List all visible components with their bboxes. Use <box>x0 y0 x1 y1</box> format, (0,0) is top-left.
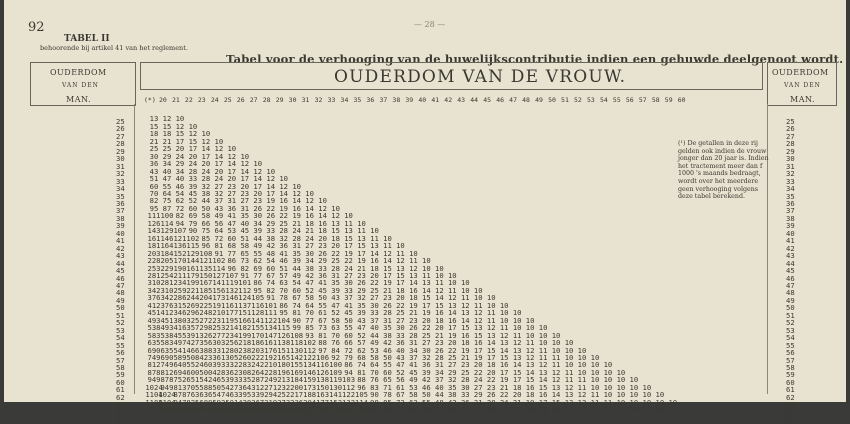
table-column: 10 10 10 10 10 11 11 <box>603 360 613 415</box>
wife-age-header: 44 <box>470 96 479 104</box>
wife-age-header: 43 <box>457 96 466 104</box>
center-mark: — 28 — <box>414 20 446 29</box>
table-column: 10 10 11 11 12 13 14 15 17 18 20 22 23 26 28 30 <box>486 293 496 415</box>
wife-age-header: 30 <box>288 96 297 104</box>
wife-age-header: 57 <box>638 96 647 104</box>
wife-age-header: 42 <box>444 96 453 104</box>
table-column: 12 15 18 21 25 29 34 40 47 55 64 75 87 100 114 129 146 164 184 205 229 254 281 310 342 376 412 451 493 538 583 635 690 749 812 878 949 1024 1104 1188 <box>158 114 176 415</box>
table-column: 10 10 11 12 12 13 15 16 17 19 20 22 24 27 29 31 34 <box>473 285 483 415</box>
wife-age-header: 21 <box>171 96 180 104</box>
wife-age-header: 32 <box>314 96 323 104</box>
left-rule <box>134 104 135 394</box>
table-column: 10 10 11 13 14 15 17 19 20 22 25 27 30 32 36 39 42 46 50 55 59 <box>422 256 431 415</box>
table-column: 10 12 14 17 20 24 28 32 38 44 50 58 66 75 85 96 108 121 135 150 167 185 204 225 248 272 298 326 356 388 423 460 500 542 588 636 688 743 <box>199 129 213 415</box>
footnote: (¹) De getallen in deze rij gelden ook indien de vrouw jonger dan 20 jaar is. Indien het tractement meer dan f 1000 's maands bedraagt, wordt over het meerdere geen verhooging volgens deze tabel berekend. <box>678 140 769 201</box>
wife-age-header: 23 <box>197 96 206 104</box>
table-column: 10 <box>681 405 691 415</box>
wife-age-header: 25 <box>223 96 232 104</box>
table-column: 10 10 10 10 10 11 11 12 <box>590 352 600 415</box>
page-number: 92 <box>28 20 45 35</box>
table-column: 10 12 14 16 19 21 24 28 31 35 39 44 49 54 60 67 74 81 90 99 108 118 130 142 155 169 184 200 217 236 256 <box>290 181 304 415</box>
wife-age-header: 29 <box>275 96 284 104</box>
wife-age-header: 27 <box>249 96 258 104</box>
table-column: 10 10 10 11 12 13 13 14 15 17 18 20 21 23 <box>512 308 522 415</box>
wife-age-header: 22 <box>184 96 193 104</box>
left-header-top: OUDERDOM <box>50 68 107 77</box>
wife-age-header: 59 <box>664 96 673 104</box>
right-header-bottom: MAN. <box>790 95 815 104</box>
table-column: 10 10 11 12 14 15 16 18 20 21 23 26 28 31 34 37 40 44 48 52 <box>435 263 444 415</box>
left-header-mid: VAN DEN <box>62 82 99 89</box>
wife-age-header: 48 <box>522 96 530 104</box>
man-ages-left: 25 26 27 28 29 30 31 32 33 34 35 36 37 38 39 40 41 42 43 44 45 46 47 48 49 50 51 52 53 54 55 56 57 58 59 60 61 62 63 64 65 <box>116 117 125 424</box>
table-column: 10 11 13 14 16 18 20 22 25 27 30 33 37 40 44 49 53 58 64 70 76 83 90 98 107 <box>367 226 381 415</box>
wife-age-header: 51 <box>561 96 569 104</box>
table-column: 10 10 11 12 13 14 15 16 18 19 21 23 25 28 30 33 36 39 <box>460 278 470 415</box>
wife-age-header: 38 <box>392 96 401 104</box>
wife-age-header: (*) <box>144 96 156 104</box>
wife-age-header: 39 <box>405 96 414 104</box>
wife-age-header: 37 <box>379 96 388 104</box>
table-column: 10 11 12 14 15 17 19 21 23 26 28 31 35 38 42 46 50 55 60 65 71 78 85 92 <box>383 233 392 415</box>
table-column: 10 12 14 17 20 23 27 31 35 40 45 51 58 65 73 82 91 101 112 124 137 151 166 182 199 218 238 260 283 308 335 364 395 428 463 <box>238 151 252 415</box>
left-header-bottom: MAN. <box>66 95 91 104</box>
table-column: 10 11 13 15 17 19 21 23 26 29 32 35 39 43 47 52 57 62 68 74 81 88 96 105 114 124 <box>355 218 368 415</box>
wife-age-header: 52 <box>574 96 582 104</box>
table-label: TABEL II <box>64 34 110 44</box>
table-column: 10 10 <box>668 397 678 415</box>
table-column: 10 10 10 11 12 12 13 14 15 16 18 19 20 <box>525 315 535 415</box>
wife-age-header: 20 <box>158 96 167 104</box>
table-column: 10 12 14 16 18 21 24 27 30 34 38 42 47 52 58 64 70 77 85 93 102 112 122 134 146 159 173 188 204 221 <box>303 188 317 415</box>
man-ages-right: 25 26 27 28 29 30 31 32 33 34 35 36 37 38 39 40 41 42 43 44 45 46 47 48 49 50 51 52 53 54 55 56 57 58 59 60 61 62 63 64 65 <box>786 117 795 424</box>
wife-age-header: 35 <box>353 96 362 104</box>
page-title: Tabel voor de verhooging van de huwelijkscontributie indien een gehuwde deelgenoot wordt. <box>226 52 844 66</box>
table-column: 10 12 14 16 18 20 23 26 29 33 36 41 45 50 55 61 67 73 81 88 97 106 116 126 138 150 163 177 192 <box>316 196 330 415</box>
wife-age-header: 26 <box>236 96 245 104</box>
scanned-page <box>4 0 846 424</box>
table-column: 10 12 14 17 20 23 26 30 34 39 44 49 55 62 69 77 86 95 105 116 128 141 155 170 186 203 222 242 264 287 312 339 367 398 <box>251 159 265 415</box>
wife-age-header: 49 <box>535 96 543 104</box>
wife-age-header: 40 <box>418 96 427 104</box>
wife-age-header: 33 <box>327 96 336 104</box>
wife-age-header: 31 <box>301 96 310 104</box>
table-column: 10 10 10 10 <box>642 382 652 415</box>
table-column: 10 10 10 10 11 11 12 12 13 <box>577 345 587 415</box>
table-column: 10 10 11 12 13 14 16 17 19 20 22 25 27 29 32 35 38 42 45 <box>447 270 457 415</box>
wife-age-header: 50 <box>548 96 556 104</box>
wife-age-header: 55 <box>612 96 621 104</box>
wife-age-header: 47 <box>509 96 517 104</box>
table-column: 10 12 13 15 18 20 22 25 28 31 35 39 43 47 52 58 63 70 76 84 92 100 109 119 130 141 153 166 <box>329 203 343 415</box>
table-column: 10 10 10 11 12 13 14 15 16 17 19 21 22 24 26 <box>499 300 509 415</box>
wife-age-header: 58 <box>651 96 660 104</box>
table-subtitle: behoorende bij artikel 41 van het reglement. <box>40 44 188 52</box>
main-header-title: OUDERDOM VAN DE VROUW. <box>334 67 627 87</box>
wife-age-header: 54 <box>599 96 608 104</box>
table-column: 10 12 14 16 19 22 25 28 32 36 41 46 51 57 63 70 78 86 95 104 115 126 138 151 165 180 196 213 232 252 273 296 <box>277 174 291 415</box>
right-header-top: OUDERDOM <box>772 68 829 77</box>
table-column: 10 10 10 10 11 11 12 13 13 14 <box>564 338 574 415</box>
table-column: 10 11 12 13 14 16 18 19 21 23 26 28 31 34 37 41 45 49 53 58 63 68 <box>409 248 418 415</box>
wife-age-header: 56 <box>625 96 634 104</box>
table-column: 10 10 10 10 10 <box>629 375 639 415</box>
wife-age-header: 28 <box>262 96 271 104</box>
wife-age-header: 34 <box>340 96 349 104</box>
table-column: 10 12 14 17 20 24 27 32 37 43 49 56 64 72 81 91 102 114 127 141 156 173 191 210 231 253 277 303 331 361 393 428 465 505 547 592 640 <box>212 136 226 415</box>
table-column: 10 12 15 17 20 24 28 33 39 45 52 60 69 79 90 102 115 129 144 161 179 199 221 244 269 296 325 357 391 427 466 508 552 600 651 705 763 825 890 <box>186 121 200 415</box>
table-column: 10 12 14 17 19 22 26 29 33 38 42 48 54 60 67 74 82 91 101 111 122 134 147 161 176 192 210 228 249 271 294 319 346 <box>264 166 278 415</box>
wife-age-header: 60 <box>677 96 686 104</box>
table-column: 10 12 14 17 20 23 27 31 36 41 47 53 60 68 77 86 96 107 119 132 146 161 177 195 214 234 256 280 305 332 362 393 427 463 501 542 <box>225 144 239 415</box>
table-column: 10 10 10 11 11 12 12 13 14 15 16 <box>551 330 561 415</box>
table-column: 10 11 13 15 17 19 22 24 27 30 33 37 41 45 50 55 60 66 72 79 86 94 103 112 122 132 143 <box>342 211 356 415</box>
table-column: 10 10 10 11 11 12 13 14 15 16 17 18 <box>538 323 548 415</box>
right-header-mid: VAN DEN <box>784 82 821 89</box>
table-column: 10 12 15 17 20 24 29 34 40 46 54 62 72 82 94 107 121 136 152 170 190 211 234 259 286 315 346 380 416 455 497 541 589 640 694 752 813 878 947 1020 <box>171 114 189 415</box>
wife-age-header: 45 <box>483 96 492 104</box>
wife-age-header: 41 <box>431 96 440 104</box>
wife-age-header: 24 <box>210 96 219 104</box>
table-column: 13 15 18 21 25 30 36 43 51 60 70 82 95 111 126 143 161 181 203 228 253 281 310 342 376 412 451 493 538 583 635 690 749 812 878 949 1024 1104 1188 1275 <box>145 114 163 415</box>
table-column: 10 10 10 <box>655 390 665 415</box>
wife-age-header: 53 <box>586 96 595 104</box>
table-column: 10 10 10 10 10 10 <box>616 367 626 415</box>
wife-age-header: 36 <box>366 96 375 104</box>
table-column: 10 11 12 13 15 17 18 20 22 25 27 30 33 36 40 43 47 52 56 61 67 73 79 <box>396 241 405 415</box>
wife-age-header: 46 <box>496 96 505 104</box>
